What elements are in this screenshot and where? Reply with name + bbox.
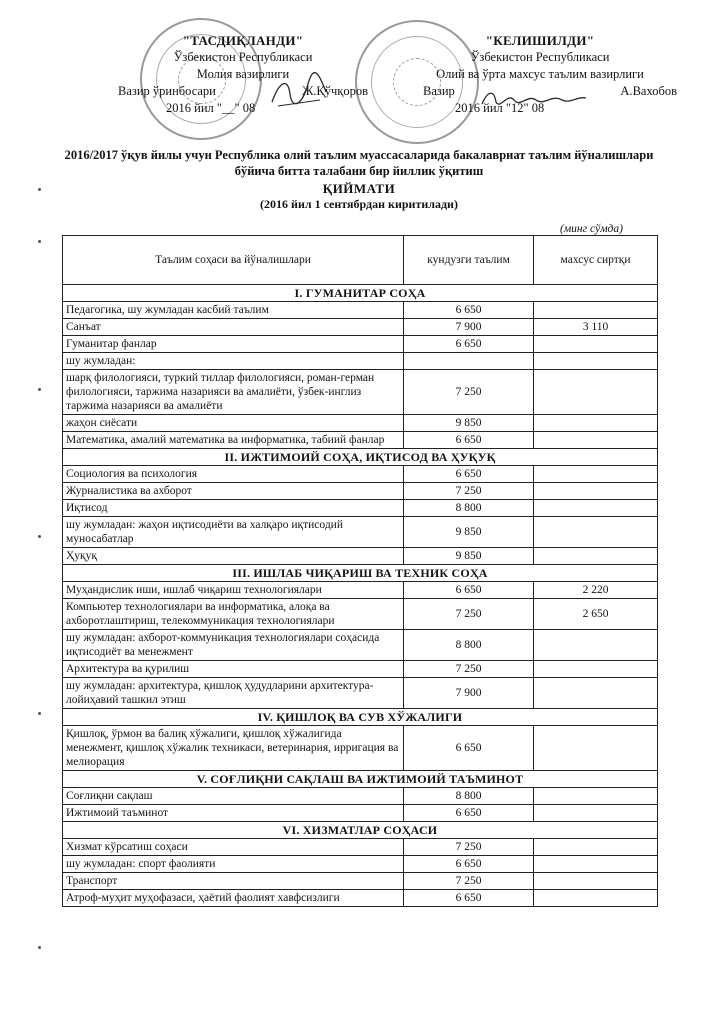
extramural-fee-cell: 2 650	[534, 599, 658, 630]
field-name-cell: Гуманитар фанлар	[63, 336, 404, 353]
field-name-cell: шу жумладан: спорт фаолияти	[63, 856, 404, 873]
section-title: II. ИЖТИМОИЙ СОҲА, ИҚТИСОД ВА ҲУҚУҚ	[63, 449, 658, 466]
extramural-fee-cell	[534, 500, 658, 517]
table-row	[63, 466, 658, 483]
approval-date: 2016 йил "12" 08	[455, 101, 545, 115]
field-name-cell: Хизмат кўрсатиш соҳаси	[63, 839, 404, 856]
unit-note: (минг сўмда)	[560, 223, 623, 235]
margin-mark	[38, 388, 41, 391]
extramural-fee-cell	[534, 890, 658, 907]
day-fee-cell: 6 650	[404, 432, 534, 449]
field-name-cell: шу жумладан: архитектура, қишлоқ ҳудудларини архитектура-лойиҳавий ташкил этиш	[63, 678, 404, 709]
document-title-line: бўйича битта талабани бир йиллик ўқитиш	[234, 164, 484, 178]
header-day: кундузги таълим	[404, 236, 534, 285]
table-row	[63, 353, 658, 370]
day-fee-cell: 6 650	[404, 726, 534, 771]
day-fee-cell: 7 250	[404, 661, 534, 678]
margin-mark	[38, 712, 41, 715]
field-name-cell: Компьютер технологиялари ва информатика, алоқа ва ахборотлаштириш, телекоммуникация технологиялари	[63, 599, 404, 630]
section-row	[63, 771, 658, 788]
field-name-cell: Архитектура ва қурилиш	[63, 661, 404, 678]
table-row	[63, 661, 658, 678]
margin-mark	[38, 535, 41, 538]
table-row	[63, 873, 658, 890]
day-fee-cell: 8 800	[404, 500, 534, 517]
field-name-cell: жаҳон сиёсати	[63, 415, 404, 432]
extramural-fee-cell	[534, 678, 658, 709]
extramural-fee-cell	[534, 302, 658, 319]
table-row	[63, 302, 658, 319]
field-name-cell: Журналистика ва ахборот	[63, 483, 404, 500]
section-row	[63, 285, 658, 302]
margin-mark	[38, 240, 41, 243]
table-row	[63, 548, 658, 565]
field-name-cell: Ҳуқуқ	[63, 548, 404, 565]
margin-mark	[38, 188, 41, 191]
day-fee-cell: 6 650	[404, 466, 534, 483]
field-name-cell: Иқтисод	[63, 500, 404, 517]
document-title-line: 2016/2017 ўқув йилы учун Республика олий таълим муассасаларида бакалавриат таълим йўналишлари	[64, 148, 654, 162]
table-row	[63, 483, 658, 500]
extramural-fee-cell: 3 110	[534, 319, 658, 336]
field-name-cell: Математика, амалий математика ва информатика, табиий фанлар	[63, 432, 404, 449]
table-row	[63, 370, 658, 415]
field-name-cell: Соғлиқни сақлаш	[63, 788, 404, 805]
field-name-cell: шу жумладан: ахборот-коммуникация технологиялари соҳасида иқтисодиёт ва менежмент	[63, 630, 404, 661]
extramural-fee-cell	[534, 336, 658, 353]
table-row	[63, 582, 658, 599]
field-name-cell: шу жумладан: жаҳон иқтисодиёти ва халқаро иқтисодий муносабатлар	[63, 517, 404, 548]
table-row	[63, 630, 658, 661]
approval-line: Олий ва ўрта махсус таълим вазирлиги	[436, 67, 644, 81]
extramural-fee-cell	[534, 805, 658, 822]
field-name-cell: Педагогика, шу жумладан касбий таълим	[63, 302, 404, 319]
header-extramural: махсус сиртқи	[534, 236, 658, 285]
extramural-fee-cell: 2 220	[534, 582, 658, 599]
approval-line: Ўзбекистон Республикаси	[470, 50, 610, 64]
table-row	[63, 336, 658, 353]
tuition-fee-table	[62, 235, 658, 907]
approver-title: Вазир ўринбосари	[118, 84, 216, 98]
day-fee-cell: 7 250	[404, 483, 534, 500]
day-fee-cell: 7 250	[404, 873, 534, 890]
section-row	[63, 709, 658, 726]
extramural-fee-cell	[534, 548, 658, 565]
day-fee-cell: 9 850	[404, 517, 534, 548]
day-fee-cell: 6 650	[404, 856, 534, 873]
field-name-cell: шу жумладан:	[63, 353, 404, 370]
extramural-fee-cell	[534, 726, 658, 771]
field-name-cell: Социология ва психология	[63, 466, 404, 483]
day-fee-cell: 6 650	[404, 805, 534, 822]
section-row	[63, 822, 658, 839]
section-title: III. ИШЛАБ ЧИҚАРИШ ВА ТЕХНИК СОҲА	[63, 565, 658, 582]
approval-date: 2016 йил "__" 08	[166, 101, 256, 115]
table-row	[63, 678, 658, 709]
approval-line: Молия вазирлиги	[196, 67, 290, 81]
approver-name: А.Вахобов	[620, 84, 677, 98]
day-fee-cell: 9 850	[404, 548, 534, 565]
table-row	[63, 415, 658, 432]
field-name-cell: Қишлоқ, ўрмон ва балиқ хўжалиги, қишлоқ хўжалигида менежмент, қишлоқ хўжалик техникаси, ветеринария, ирригация ва мелиорация	[63, 726, 404, 771]
extramural-fee-cell	[534, 483, 658, 500]
extramural-fee-cell	[534, 370, 658, 415]
document-title: ҚИЙМАТИ	[322, 181, 396, 196]
extramural-fee-cell	[534, 839, 658, 856]
day-fee-cell: 7 900	[404, 678, 534, 709]
extramural-fee-cell	[534, 415, 658, 432]
day-fee-cell: 6 650	[404, 336, 534, 353]
extramural-fee-cell	[534, 856, 658, 873]
extramural-fee-cell	[534, 517, 658, 548]
section-title: V. СОҒЛИҚНИ САҚЛАШ ВА ИЖТИМОИЙ ТАЪМИНОТ	[63, 771, 658, 788]
signature-right	[478, 86, 590, 112]
table-row	[63, 805, 658, 822]
day-fee-cell: 7 900	[404, 319, 534, 336]
day-fee-cell: 8 800	[404, 788, 534, 805]
approval-heading: "ТАСДИҚЛАНДИ"	[182, 33, 304, 48]
section-title: VI. ХИЗМАТЛАР СОҲАСИ	[63, 822, 658, 839]
table-row	[63, 856, 658, 873]
extramural-fee-cell	[534, 466, 658, 483]
table-row	[63, 319, 658, 336]
table-row	[63, 517, 658, 548]
signature-left	[268, 72, 330, 112]
day-fee-cell: 7 250	[404, 599, 534, 630]
field-name-cell: Ижтимоий таъминот	[63, 805, 404, 822]
table-row	[63, 788, 658, 805]
table-row	[63, 839, 658, 856]
table-row	[63, 890, 658, 907]
section-title: I. ГУМАНИТАР СОҲА	[63, 285, 658, 302]
table-row	[63, 599, 658, 630]
table-header-row	[63, 236, 658, 285]
approver-title: Вазир	[423, 84, 455, 98]
approver-name: Ж.Қўчқоров	[302, 84, 368, 98]
extramural-fee-cell	[534, 353, 658, 370]
extramural-fee-cell	[534, 432, 658, 449]
extramural-fee-cell	[534, 630, 658, 661]
field-name-cell: Транспорт	[63, 873, 404, 890]
day-fee-cell: 6 650	[404, 582, 534, 599]
day-fee-cell: 7 250	[404, 839, 534, 856]
day-fee-cell: 6 650	[404, 890, 534, 907]
table-row	[63, 726, 658, 771]
field-name-cell: Атроф-муҳит муҳофазаси, ҳаётий фаолият хавфсизлиги	[63, 890, 404, 907]
field-name-cell: Муҳандислик иши, ишлаб чиқариш технологиялари	[63, 582, 404, 599]
approval-block-left	[118, 32, 368, 117]
day-fee-cell	[404, 353, 534, 370]
extramural-fee-cell	[534, 788, 658, 805]
table-row	[63, 432, 658, 449]
section-title: IV. ҚИШЛОҚ ВА СУВ ХЎЖАЛИГИ	[63, 709, 658, 726]
day-fee-cell: 7 250	[404, 370, 534, 415]
margin-mark	[38, 946, 41, 949]
header-field: Таълим соҳаси ва йўналишлари	[63, 236, 404, 285]
section-row	[63, 449, 658, 466]
day-fee-cell: 9 850	[404, 415, 534, 432]
table-row	[63, 500, 658, 517]
section-row	[63, 565, 658, 582]
approval-heading: "КЕЛИШИЛДИ"	[485, 33, 595, 48]
day-fee-cell: 6 650	[404, 302, 534, 319]
field-name-cell: Санъат	[63, 319, 404, 336]
extramural-fee-cell	[534, 661, 658, 678]
day-fee-cell: 8 800	[404, 630, 534, 661]
field-name-cell: шарқ филологияси, туркий тиллар филологияси, роман-герман филологияси, таржима назарияси ва амалиёти, ўзбек-инглиз таржима назарияси ва амалиёти	[63, 370, 404, 415]
approval-line: Ўзбекистон Республикаси	[173, 50, 313, 64]
extramural-fee-cell	[534, 873, 658, 890]
document-subtitle: (2016 йил 1 сентябрдан киритилади)	[260, 197, 458, 211]
